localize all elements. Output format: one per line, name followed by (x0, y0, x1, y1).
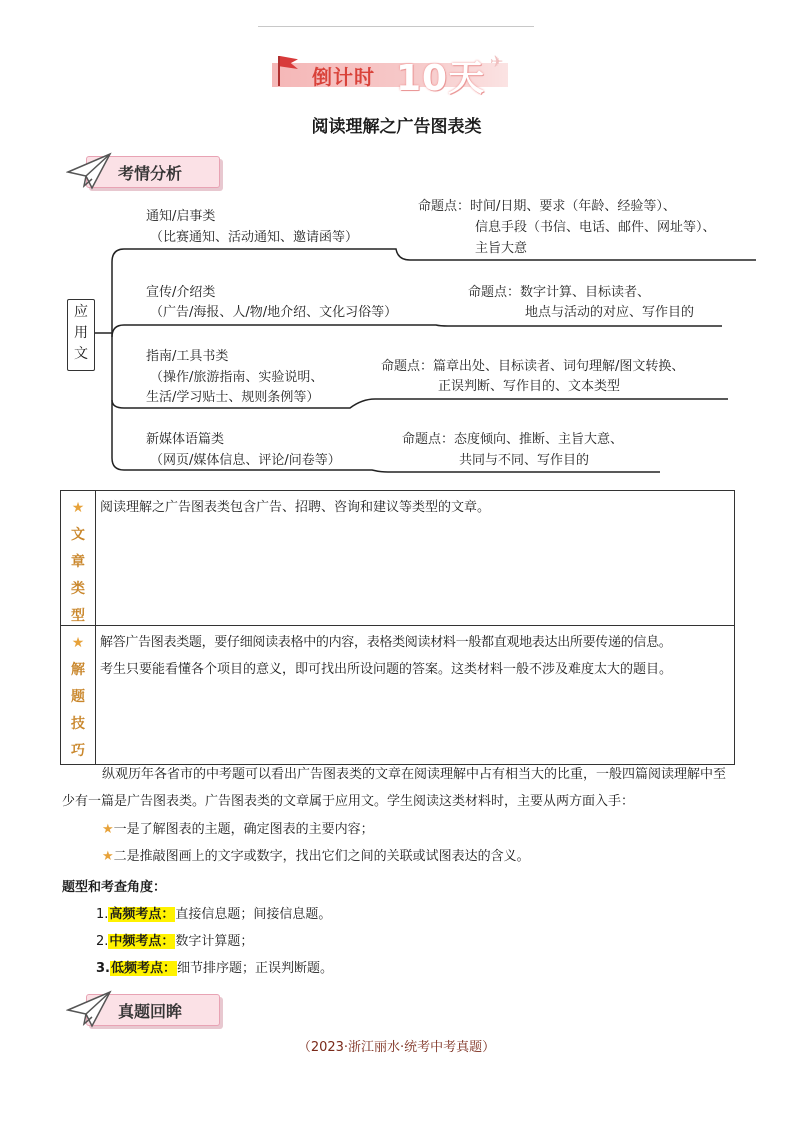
bullet-text: 二是推敲图画上的文字或数字，找出它们之间的关联或试图表达的含义。 (113, 849, 530, 864)
question-type-item (96, 903, 331, 922)
branch-media-name: 新媒体语篇类 (146, 432, 225, 447)
branch-promo-name: 宣传/介绍类 (146, 285, 216, 300)
row-text: 解答广告图表类题，要仔细阅读表格中的内容，表格类阅读材料一般都直观地表达出所要传递的信息。 (100, 635, 672, 650)
branch-guide-name: 指南/工具书类 (146, 349, 229, 364)
branch-notice-name: 通知/启事类 (146, 209, 216, 224)
branch-notice-point: 信息手段（书信、电话、邮件、网址等）、 (475, 220, 716, 235)
item-number: 2. (96, 934, 109, 949)
item-text: 数字计算题； (175, 934, 254, 949)
bullet-item (102, 820, 374, 840)
frequency-tag: 高频考点： (109, 907, 175, 922)
paper-plane-icon: ✈ (490, 52, 504, 71)
item-text: 细节排序题；正误判断题。 (177, 961, 334, 976)
section-label: 考情分析 (118, 164, 183, 183)
label-char: 类 (71, 581, 85, 597)
frequency-tag: 中频考点： (109, 934, 175, 949)
branch-promo-sub: （广告/海报、人/物/地介绍、文化习俗等） (150, 305, 398, 320)
bullet-text: 一是了解图表的主题，确定图表的主要内容； (113, 822, 374, 837)
root-char: 文 (74, 346, 88, 362)
row-label (61, 626, 96, 764)
star-icon: ★ (102, 849, 114, 864)
branch-media-point: 共同与不同、写作目的 (459, 453, 590, 468)
label-char: 技 (71, 716, 85, 732)
branch-notice-point: 命题点：时间/日期、要求（年龄、经验等）、 (418, 199, 676, 214)
label-char: 题 (71, 689, 85, 705)
mindmap-root (67, 299, 95, 371)
label-char: 型 (71, 608, 85, 624)
star-icon: ★ (71, 635, 85, 651)
label-char: 解 (71, 662, 85, 678)
table-row (61, 626, 734, 764)
star-icon: ★ (102, 822, 114, 837)
row-text: 阅读理解之广告图表类包含广告、招聘、咨询和建议等类型的文章。 (100, 500, 491, 515)
item-number: 1. (96, 907, 109, 922)
mindmap-lines (0, 0, 793, 480)
branch-guide-sub: （操作/旅游指南、实验说明、 (150, 370, 324, 385)
label-char: 章 (71, 554, 85, 570)
branch-media-sub: （网页/媒体信息、评论/问卷等） (150, 453, 341, 468)
bullet-item (102, 847, 530, 867)
intro-paragraph: 纵观历年各省市的中考题可以看出广告图表类的文章在阅读理解中占有相当大的比重，一般四篇阅读理解中至少有一篇是广告图表类。广告图表类的文章属于应用文。学生阅读这类材料时，主要从两方面入手： (62, 767, 727, 809)
table-row (61, 491, 734, 626)
row-text: 考生只要能看懂各个项目的意义，即可找出所设问题的答案。这类材料一般不涉及难度太大的题目。 (100, 662, 673, 677)
paper-plane-icon (66, 990, 112, 1028)
row-content (96, 491, 734, 625)
branch-notice-point: 主旨大意 (475, 241, 528, 256)
label-char: 文 (71, 527, 85, 543)
page-title: 阅读理解之广告图表类 (311, 117, 482, 137)
info-table (60, 490, 735, 765)
label-char: 巧 (71, 743, 85, 759)
branch-media-point: 命题点：态度倾向、推断、主旨大意、 (402, 432, 624, 447)
branch-guide-sub: 生活/学习贴士、规则条例等） (146, 390, 320, 405)
question-type-item (96, 930, 253, 949)
question-type-item (96, 957, 333, 976)
branch-notice-sub: （比赛通知、活动通知、邀请函等） (150, 230, 359, 245)
branch-guide-point: 命题点：篇章出处、目标读者、词句理解/图文转换、 (381, 359, 685, 374)
question-types-heading: 题型和考查角度： (62, 880, 167, 895)
exam-source: （2023·浙江丽水·统考中考真题） (297, 1040, 496, 1055)
row-content (96, 626, 734, 764)
root-char: 应 (74, 304, 88, 320)
row-label (61, 491, 96, 625)
root-char: 用 (74, 325, 88, 341)
frequency-tag: 低频考点： (110, 961, 176, 976)
section-header-past-papers (66, 990, 226, 1030)
banner-number: 10天 (396, 58, 486, 99)
item-number: 3. (96, 961, 110, 976)
item-text: 直接信息题；间接信息题。 (175, 907, 332, 922)
branch-promo-point: 地点与活动的对应、写作目的 (525, 305, 695, 320)
star-icon: ★ (71, 500, 85, 516)
section-label: 真题回眸 (118, 1002, 183, 1021)
branch-promo-point: 命题点：数字计算、目标读者、 (468, 285, 651, 300)
branch-guide-point: 正误判断、写作目的、文本类型 (438, 379, 621, 394)
banner-prefix: 倒计时 (312, 65, 375, 89)
